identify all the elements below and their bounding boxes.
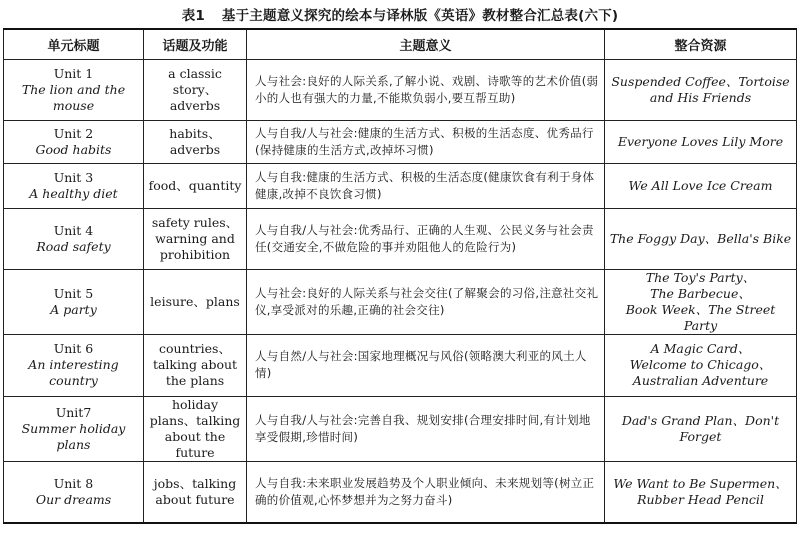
resources-cell <box>605 269 797 334</box>
unit-number: Unit7 <box>55 404 92 420</box>
meaning-cell: 人与自我:未来职业发展趋势及个人职业倾向、未来规划等(树立正确的价值观,心怀梦想并为之努力奋斗) <box>247 461 605 523</box>
resources-cell <box>605 59 797 120</box>
resource-item: We All Love Ice Cream <box>628 177 773 193</box>
topic-cell: leisure、plans <box>144 269 247 334</box>
table-row <box>4 59 797 120</box>
unit-cell <box>4 120 144 163</box>
resource-item: Welcome to Chicago、 <box>629 357 772 372</box>
unit-number: Unit 4 <box>53 222 94 238</box>
table-row <box>4 163 797 208</box>
topic-cell: countries、talking about the plans <box>144 334 247 396</box>
unit-title: Our dreams <box>35 491 112 507</box>
resource-item: The Foggy Day、Bella's Bike <box>609 230 792 246</box>
topic-cell: safety rules、warning and prohibition <box>144 208 247 269</box>
table-row <box>4 208 797 269</box>
unit-title: An interesting country <box>28 357 119 388</box>
unit-title: Summer holiday plans <box>21 420 126 452</box>
resources-cell <box>605 208 797 269</box>
header-topic-function: 话题及功能 <box>144 29 247 59</box>
table-title: 基于主题意义探究的绘本与译林版《英语》教材整合汇总表(六下) <box>221 8 619 24</box>
meaning-cell: 人与社会:良好的人际关系,了解小说、戏剧、诗歌等的艺术价值(弱小的人也有强大的力量,不能欺负弱小,要互帮互助) <box>247 59 605 120</box>
unit-cell <box>4 269 144 334</box>
meaning-cell: 人与自我/人与社会:优秀品行、正确的人生观、公民义务与社会责任(交通安全,不做危险的事并劝阻他人的危险行为) <box>247 208 605 269</box>
topic-cell: a classic story、adverbs <box>144 59 247 120</box>
table-row <box>4 334 797 396</box>
unit-cell <box>4 334 144 396</box>
unit-title: A party <box>50 301 97 317</box>
unit-title: Road safety <box>36 238 111 254</box>
topic-cell: habits、adverbs <box>144 120 247 163</box>
resources-cell <box>605 461 797 523</box>
resource-item: Suspended Coffee、Tortoise and His Friends <box>611 73 790 105</box>
unit-number: Unit 8 <box>53 475 94 491</box>
resource-item: Dad's Grand Plan、Don't Forget <box>621 412 780 444</box>
resource-item: Everyone Loves Lily More <box>617 133 784 149</box>
table-number: 表1 <box>181 8 206 24</box>
resources-cell <box>605 396 797 461</box>
resource-item: The Barbecue、 <box>650 285 751 301</box>
meaning-cell: 人与自我:健康的生活方式、积极的生活态度(健康饮食有利于身体健康,改掉不良饮食习惯) <box>247 163 605 208</box>
resource-item: Rubber Head Pencil <box>637 491 764 507</box>
table-caption <box>0 4 800 24</box>
unit-cell <box>4 461 144 523</box>
header-unit-title: 单元标题 <box>4 29 144 59</box>
unit-number: Unit 5 <box>53 285 94 301</box>
topic-cell: jobs、talking about future <box>144 461 247 523</box>
resource-item: We Want to Be Supermen、 <box>613 475 788 491</box>
resource-item: Book Week、The Street Party <box>625 301 776 333</box>
curriculum-table <box>3 28 797 524</box>
resources-cell <box>605 334 797 396</box>
unit-cell <box>4 208 144 269</box>
unit-number: Unit 3 <box>53 169 94 185</box>
meaning-cell: 人与自我/人与社会:完善自我、规划安排(合理安排时间,有计划地享受假期,珍惜时间) <box>247 396 605 461</box>
resource-item: The Toy's Party、 <box>645 269 756 285</box>
unit-title: Good habits <box>35 141 112 157</box>
table-row <box>4 396 797 461</box>
resources-cell <box>605 163 797 208</box>
topic-cell: holiday plans、talking about the future <box>144 396 247 461</box>
unit-number: Unit 6 <box>53 341 94 356</box>
unit-cell <box>4 163 144 208</box>
table-row <box>4 120 797 163</box>
topic-cell: food、quantity <box>144 163 247 208</box>
meaning-cell: 人与社会:良好的人际关系与社会交往(了解聚会的习俗,注意社交礼仪,享受派对的乐趣,正确的社会交往) <box>247 269 605 334</box>
unit-number: Unit 2 <box>53 125 94 141</box>
resources-cell <box>605 120 797 163</box>
header-theme-meaning: 主题意义 <box>247 29 605 59</box>
meaning-cell: 人与自我/人与社会:健康的生活方式、积极的生活态度、优秀品行(保持健康的生活方式,改掉坏习惯) <box>247 120 605 163</box>
meaning-cell: 人与自然/人与社会:国家地理概况与风俗(领略澳大利亚的风土人情) <box>247 334 605 396</box>
header-resources: 整合资源 <box>605 29 797 59</box>
resource-item: A Magic Card、 <box>650 341 751 356</box>
unit-number: Unit 1 <box>53 65 94 81</box>
table-row <box>4 461 797 523</box>
table-row <box>4 269 797 334</box>
unit-title: A healthy diet <box>29 185 118 201</box>
unit-cell <box>4 396 144 461</box>
unit-cell <box>4 59 144 120</box>
header-row <box>4 29 797 59</box>
resource-item: Australian Adventure <box>632 373 769 388</box>
unit-title: The lion and the mouse <box>21 81 126 113</box>
